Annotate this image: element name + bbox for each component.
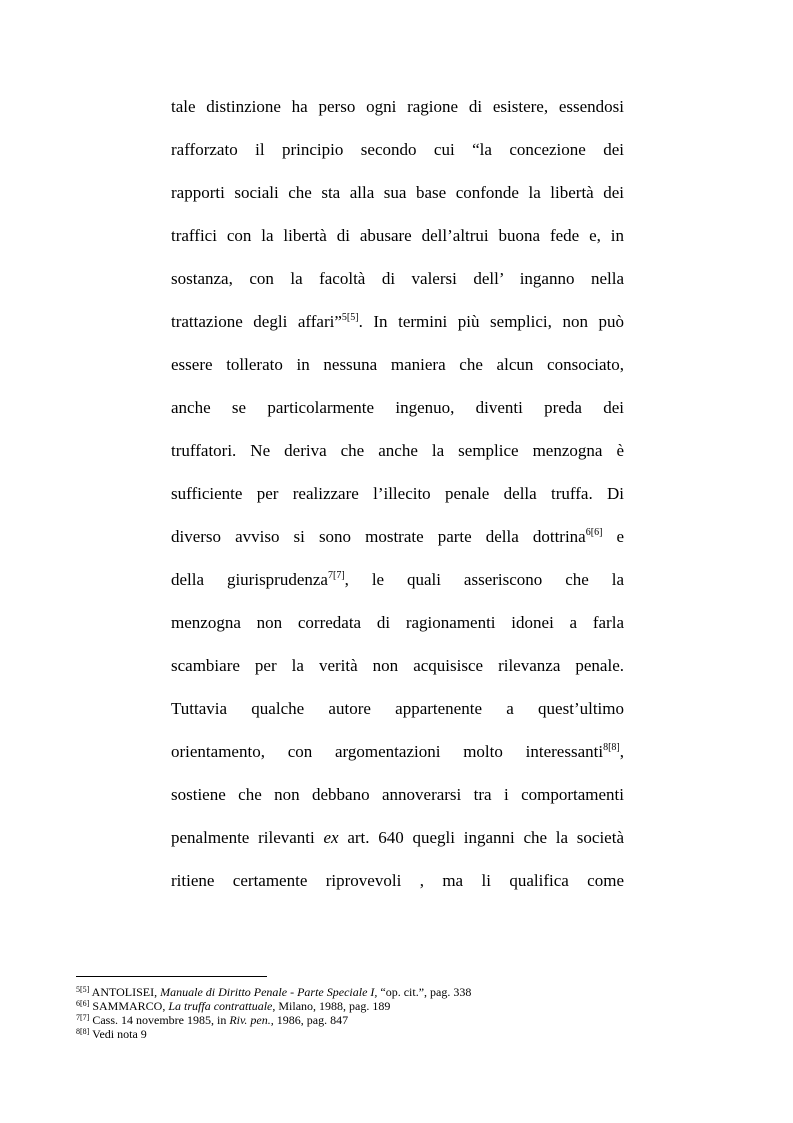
footnote-text: “op. cit.”, pag. 338	[377, 985, 472, 999]
text-line: menzogna non corredata di ragionamenti idonei a farla	[171, 613, 624, 632]
footnote-text: , Milano, 1988, pag. 189	[272, 999, 391, 1013]
footnote-title: La truffa contrattuale	[168, 999, 273, 1013]
text-line: ritiene certamente riprovevoli , ma li qualifica come	[171, 871, 624, 890]
text-segment: trattazione degli affari”	[171, 312, 342, 331]
text-line	[171, 730, 624, 773]
text-line: traffici con la libertà di abusare dell’altrui buona fede e, in	[171, 226, 624, 245]
footnote-number: 6[6]	[76, 999, 90, 1008]
text-line: truffatori. Ne deriva che anche la semplice menzogna è	[171, 441, 624, 460]
footnote-text: Vedi nota 9	[89, 1027, 147, 1041]
text-segment: art. 640 quegli inganni che la società	[338, 828, 624, 847]
text-line: scambiare per la verità non acquisisce rilevanza penale.	[171, 656, 624, 675]
footnote-ref: 8[8]	[603, 742, 620, 753]
footnote-ref: 7[7]	[327, 570, 345, 581]
text-segment: orientamento, con argomentazioni molto interessanti	[171, 742, 604, 761]
text-line: anche se particolarmente ingenuo, diventi preda dei	[171, 398, 624, 417]
text-segment: della giurisprudenza	[171, 570, 328, 589]
text-italic: ex	[323, 828, 339, 847]
footnote-ref: 5[5]	[341, 312, 359, 323]
footnote-text: SAMMARCO,	[89, 999, 169, 1013]
text-line	[171, 816, 624, 859]
footnote-text: ANTOLISEI,	[89, 985, 161, 999]
text-line: essere tollerato in nessuna maniera che alcun consociato,	[171, 355, 624, 374]
text-line	[171, 558, 624, 601]
footnote-text: Cass. 14 novembre 1985, in	[89, 1013, 230, 1027]
text-segment: . In termini più semplici, non può	[358, 312, 624, 331]
footnote-number: 8[8]	[76, 1027, 90, 1036]
body-text	[171, 85, 624, 902]
text-line: sostanza, con la facoltà di valersi dell’ inganno nella	[171, 269, 624, 288]
footnote-text: 1986, pag. 847	[273, 1013, 349, 1027]
text-line: sostiene che non debbano annoverarsi tra i comportamenti	[171, 785, 624, 804]
text-line	[171, 515, 624, 558]
footnote	[76, 999, 676, 1013]
text-segment: penalmente rilevanti	[171, 828, 324, 847]
footnote-title: Riv. pen.,	[229, 1013, 274, 1027]
text-segment: ,	[619, 742, 624, 761]
text-line: sufficiente per realizzare l’illecito penale della truffa. Di	[171, 484, 624, 503]
text-line: Tuttavia qualche autore appartenente a quest’ultimo	[171, 699, 624, 718]
footnote-separator	[76, 976, 267, 977]
footnotes	[76, 985, 676, 1041]
footnote	[76, 1013, 676, 1027]
footnote-number: 7[7]	[76, 1013, 90, 1022]
text-line: rapporti sociali che sta alla sua base confonde la libertà dei	[171, 183, 624, 202]
footnote-ref: 6[6]	[585, 527, 603, 538]
text-line	[171, 300, 624, 343]
text-line: rafforzato il principio secondo cui “la concezione dei	[171, 140, 624, 159]
footnote-number: 5[5]	[76, 985, 90, 994]
text-segment: e	[602, 527, 625, 546]
footnote	[76, 1027, 676, 1041]
text-line: tale distinzione ha perso ogni ragione di esistere, essendosi	[171, 97, 624, 116]
text-segment: diverso avviso si sono mostrate parte della dottrina	[171, 527, 586, 546]
footnote-title: Manuale di Diritto Penale - Parte Speciale I,	[160, 985, 378, 999]
text-segment: , le quali asseriscono che la	[344, 570, 624, 589]
footnote	[76, 985, 676, 999]
